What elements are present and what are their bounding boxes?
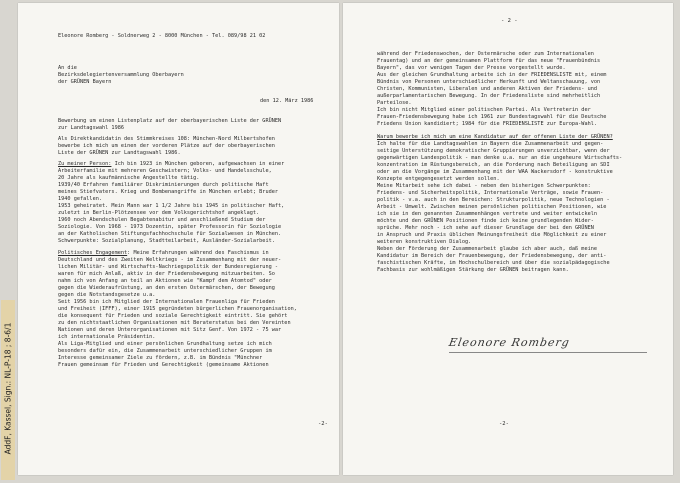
text-line: 1939/40 Erfahren familiärer Diskriminierungen durch politische Haft (58, 182, 269, 188)
text-line: Liste der GRÜNEN zur Landtagswahl 1986. (58, 150, 181, 156)
text-line: Arbeiterfamilie mit mehreren Geschwistern; Volks- und Handelsschule, (58, 168, 272, 174)
text-line: in Anspruch und Praxis üblichen Meinungsfreiheit die Möglichkeit zu einer (377, 232, 607, 238)
text-line: besonders dafür ein, die Zusammenarbeit unterschiedlicher Gruppen im (58, 348, 272, 354)
signature: Eleonore Romberg (447, 336, 571, 349)
text-line: zur Landtagswahl 1986 (58, 125, 125, 131)
text-line: Interesse gemeinsamer Ziele zu fördern, z.B. im Bündnis "Münchner (58, 355, 263, 361)
text-line: 1960 noch Abendschulen Begabtenabitur und anschließend Studium der (58, 217, 266, 223)
text-line: Deutschland und des Zweiten Weltkriegs - im Zusammenhang mit der neuer- (58, 257, 282, 263)
text-line: Fachbasis zur wohlmäßigen Stärkung der GRÜNEN beitragen kann. (377, 267, 569, 273)
text-line: zuletzt in Berlin-Plötzensee vor dem Volksgerichtshof angeklagt. (58, 210, 260, 216)
text-line: Bündnis von Personen unterschiedlicher Herkunft und Weltanschauung, von (377, 79, 601, 85)
text-line: Seit 1956 bin ich Mitglied der Internationalen Frauenliga für Frieden (58, 299, 275, 305)
text-line: zu den nichtstaatlichen Organisationen mit Beraterstatus bei den Vereinten (58, 320, 291, 326)
text-line: Ich halte für die Landtagswahlen in Bayern die Zusammenarbeit und gegen- (377, 141, 604, 147)
text-line: gegen die Notstandsgesetze u.a. (58, 292, 156, 298)
text-line: und Freiheit (IFFF), einer 1915 gegründeten bürgerlichen Frauenorganisation, (58, 306, 297, 312)
text-line: gegen die Wiederaufrüstung, an den ersten Ostermärschen, der Bewegung (58, 285, 275, 291)
text-line: ich internationale Präsidentin. (58, 334, 156, 340)
text-line: den 12. März 1986 (260, 98, 314, 104)
text-line: Meine Mitarbeit sehe ich dabei - neben den bisherigen Schwerpunkten: (377, 183, 591, 189)
text-line: Arbeit - Umwelt. Zwischen meinen persönlichen politischen Positionen, wie (377, 204, 607, 210)
text-line: Friedens Union kandidiert; 1984 für die FRIEDENSLISTE zur Europa-Wahl. (377, 121, 598, 127)
text-line: Als Liga-Mitglied und einer persönlichen Grundhaltung setze ich mich (58, 341, 272, 347)
text-line: möchte und den GRÜNEN Positionen finde ich keine grundlegenden Wider- (377, 218, 594, 224)
text-line: An die (58, 65, 77, 71)
text-line: sprüche. Mehr noch - ich sehe auf dieser Grundlage der bei den GRÜNEN (377, 225, 594, 231)
document-page-left (18, 3, 339, 475)
text-line: Konzepte entgegengesetzt werden sollen. (377, 176, 500, 182)
text-line: Schwerpunkte: Sozialplanung, Stadtteilarbeit, Ausländer-Sozialarbeit. (58, 238, 275, 244)
text-line: konzentration im Rüstungsbereich, an die Forderung nach Beteiligung an SDI (377, 162, 610, 168)
text-line: 20 Jahre als kaufmännische Angestellte tätig. (58, 175, 200, 181)
text-line: der GRÜNEN Bayern (58, 79, 112, 85)
text-line: Parteilose. (377, 100, 412, 106)
text-line: Ich bin nicht Mitglied einer politischen Partei. Als Vertreterin der (377, 107, 591, 113)
page-number: -2- (499, 421, 509, 427)
page-header-number: - 2 - (501, 18, 518, 24)
text-line: Bezirksdelegiertenversammlung Oberbayern (58, 72, 184, 78)
text-line: gegenwärtigen Landespolitik - man denke u.a. nur an die ungeheure Wirtschafts- (377, 155, 623, 161)
text-line: bewerbe ich mich um einen der vorderen Plätze auf der oberbayerischen (58, 143, 275, 149)
text-line: meines Stiefvaters. Krieg und Bombenangriffe in München erlebt; Bruder (58, 189, 279, 195)
text-line: Christen, Kommunisten, Liberalen und anderen Aktiven der Friedens- und (377, 86, 598, 92)
text-line: waren für mich Anlaß, aktiv in der Friedensbewegung mitzuarbeiten. So (58, 271, 275, 277)
text-line: weiteren konstruktiven Dialog. (377, 239, 472, 245)
text-line: Bewerbung um einen Listenplatz auf der oberbayerischen Liste der GRÜNEN (58, 118, 282, 124)
text-line: Zu meiner Person: Ich bin 1923 in München geboren, aufgewachsen in einer (58, 161, 285, 167)
text-line: Frauentag) und an der gemeinsamen Plattform für das neue "Frauenbündnis (377, 58, 601, 64)
text-line: Warum bewerbe ich mich um eine Kandidatur auf der offenen Liste der GRÜNEN? (377, 134, 613, 140)
archive-signature-label: AddF, Kassel, Sign.: NL-P-18 ; 8-6/1 (3, 322, 13, 455)
text-line: Nationen und deren Unterorganisationen mit Sitz Genf. Von 1972 - 75 war (58, 327, 282, 333)
text-line: Bayern", das vor wenigen Tagen der Presse vorgestellt wurde. (377, 65, 566, 71)
text-line: nahm ich von Anfang an teil an Aktionen wie "Kampf dem Atomtod" oder (58, 278, 272, 284)
text-line: Frauen-Friedensbewegung habe ich 1961 zur Bundestagswahl für die Deutsche (377, 114, 607, 120)
text-line: Frauen gemeinsam für Frieden und Gerechtigkeit (gemeinsame Aktionen (58, 362, 269, 368)
text-line: Soziologie. Von 1968 - 1973 Dozentin, später Professorin für Soziologie (58, 224, 282, 230)
text-line: außerparlamentarischen Bewegung. In der Friedensliste sind mehrheitlich (377, 93, 601, 99)
archive-label-strip (1, 300, 15, 480)
text-line: oder an die Vorgänge im Zusammenhang mit der WAA Wackersdorf - konstruktive (377, 169, 613, 175)
text-line: während der Friedenswochen, der Ostermärsche oder zum Internationalen (377, 51, 594, 57)
text-line: seitige Unterstützung demokratischer Gruppierungen unverzichtbar, wenn der (377, 148, 610, 154)
text-line: lichen Militär- und Wirtschafts-Nachriegspolitik der Bundesregierung - (58, 264, 279, 270)
text-line: faschistischen Kräfte, im Hochschulbereich und über die sozialpädagogische (377, 260, 610, 266)
page-number: -2- (318, 421, 328, 427)
signature-underline (449, 352, 647, 353)
text-line: Als Direktkandidatin des Stimmkreises 108: München-Nord Milbertshofen (58, 136, 275, 142)
text-line: Politisches Engagement: Meine Erfahrungen während des Faschismus in (58, 250, 269, 256)
text-line: Kandidatur im Bereich der Frauenbewegung, der Friedensbewegung, der anti- (377, 253, 607, 259)
text-line: Aus der gleichen Grundhaltung arbeite ich in der FRIEDENSLISTE mit, einem (377, 72, 607, 78)
text-line: Eleonore Romberg - Soldnerweg 2 - 8000 München - Tel. 089/98 21 02 (58, 33, 266, 39)
document-page-right (343, 3, 673, 475)
text-line: ich sie in den genannten Zusammenhängen vertrete und weiter entwickeln (377, 211, 598, 217)
text-line: an der Katholischen Stiftungsfachhochschule für Sozialwesen in München. (58, 231, 282, 237)
text-line: Friedens- und Sicherheitspolitik, Internationale Verträge, sowie Frauen- (377, 190, 604, 196)
text-line: politik - v.a. auch in den Bereichen: Strukturpolitik, neue Technologien - (377, 197, 610, 203)
text-line: 1940 gefallen. (58, 196, 103, 202)
text-line: Neben der Förderung der Zusammenarbeit glaube ich aber auch, daß meine (377, 246, 598, 252)
text-line: 1953 geheiratet. Mein Mann war 1 1/2 Jahre bis 1945 in politischer Haft, (58, 203, 285, 209)
text-line: die konsequent für Frieden und soziale Gerechtigkeit eintritt. Sie gehört (58, 313, 288, 319)
